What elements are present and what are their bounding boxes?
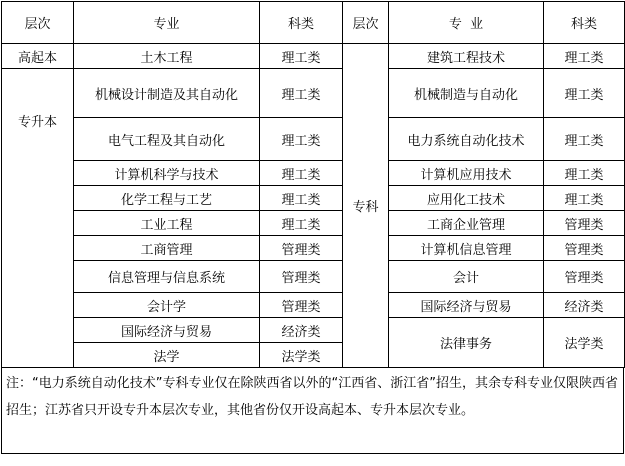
table-row: [2, 211, 625, 236]
category-cell: 管理类: [260, 261, 343, 293]
table-row: [2, 118, 625, 161]
major-cell: 计算机应用技术: [389, 161, 544, 186]
majors-table: [1, 1, 625, 368]
header-row: [2, 2, 625, 44]
major-cell: 工业工程: [74, 211, 260, 236]
category-cell: 管理类: [544, 236, 625, 261]
major-cell: 化学工程与工艺: [74, 186, 260, 211]
major-cell: 计算机科学与技术: [74, 161, 260, 186]
table-row: [2, 161, 625, 186]
category-cell: 法学类: [260, 343, 343, 368]
footnote: 注：“电力系统自动化技术”专科专业仅在除陕西省以外的“江西省、浙江省”招生，其余专科专业仅限陕西省招生；江苏省只开设专升本层次专业，其他省份仅开设高起本、专升本层次专业。: [1, 368, 624, 454]
header-level-left: 层次: [2, 2, 74, 44]
major-cell: 电力系统自动化技术: [389, 118, 544, 161]
major-cell: 工商企业管理: [389, 211, 544, 236]
category-cell: 法学类: [544, 318, 625, 368]
category-cell: 理工类: [544, 186, 625, 211]
level-cell-zhuanke: 专科: [343, 44, 389, 368]
category-cell: 经济类: [260, 318, 343, 343]
majors-table-container: [1, 1, 624, 464]
major-cell: 信息管理与信息系统: [74, 261, 260, 293]
major-cell: 电气工程及其自动化: [74, 118, 260, 161]
category-cell: 理工类: [544, 69, 625, 118]
table-row: [2, 186, 625, 211]
category-cell: 理工类: [544, 44, 625, 69]
category-cell: 理工类: [544, 118, 625, 161]
major-cell: 土木工程: [74, 44, 260, 69]
category-cell: 管理类: [544, 261, 625, 293]
major-cell: 会计: [389, 261, 544, 293]
category-cell: 理工类: [260, 69, 343, 118]
major-cell: 建筑工程技术: [389, 44, 544, 69]
category-cell: 管理类: [260, 236, 343, 261]
category-cell: 管理类: [260, 293, 343, 318]
category-cell: 理工类: [260, 161, 343, 186]
table-row: [2, 318, 625, 343]
table-row: [2, 261, 625, 293]
table-row: [2, 236, 625, 261]
level-cell-zhuanshengben: [2, 69, 74, 368]
category-cell: 理工类: [260, 211, 343, 236]
header-level-right: 层次: [343, 2, 389, 44]
category-cell: 管理类: [544, 211, 625, 236]
header-category-left: 科类: [260, 2, 343, 44]
major-cell: 应用化工技术: [389, 186, 544, 211]
major-cell: 机械制造与自动化: [389, 69, 544, 118]
header-major-left: 专业: [74, 2, 260, 44]
major-cell: 会计学: [74, 293, 260, 318]
table-row: [2, 293, 625, 318]
header-major-right: 专 业: [389, 2, 544, 44]
level-cell-gaoqiben: 高起本: [2, 44, 74, 69]
major-cell: 国际经济与贸易: [389, 293, 544, 318]
category-cell: 理工类: [544, 161, 625, 186]
category-cell: 理工类: [260, 44, 343, 69]
level-label: 专升本: [17, 115, 57, 130]
table-row: [2, 44, 625, 69]
header-category-right: 科类: [544, 2, 625, 44]
table-row: [2, 69, 625, 118]
category-cell: 经济类: [544, 293, 625, 318]
major-cell: 计算机信息管理: [389, 236, 544, 261]
major-cell: 工商管理: [74, 236, 260, 261]
major-cell: 机械设计制造及其自动化: [74, 69, 260, 118]
major-cell: 法学: [74, 343, 260, 368]
category-cell: 理工类: [260, 118, 343, 161]
category-cell: 理工类: [260, 186, 343, 211]
major-cell: 国际经济与贸易: [74, 318, 260, 343]
major-cell: 法律事务: [389, 318, 544, 368]
